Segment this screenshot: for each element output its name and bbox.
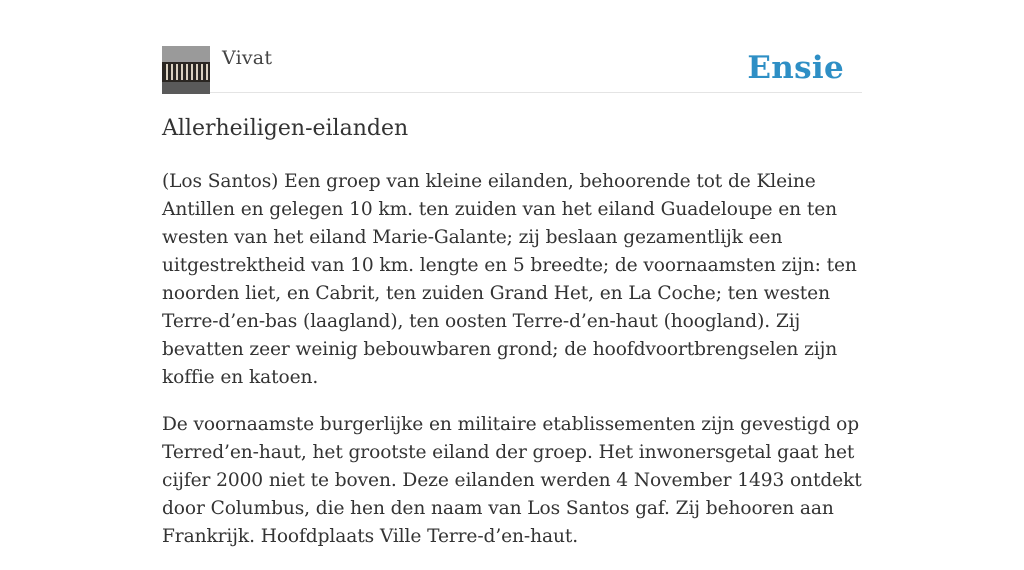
article-title: Allerheiligen-eilanden (162, 116, 409, 141)
article-body (162, 168, 866, 570)
brand-logo[interactable]: Ensie (747, 50, 844, 86)
avatar-image (162, 46, 210, 94)
paragraph-2: De voornaamste burgerlijke en militaire etablissementen zijn gevestigd op Terred’en-haut, het grootste eiland der groep. Het inwonersgetal gaat het cijfer 2000 niet te boven. Deze eilanden werden 4 November 1493 ontdekt door Columbus, die hen den naam van Los Santos gaf. Zij behooren aan Frankrijk. Hoofdplaats Ville Terre-d’en-haut. (162, 414, 862, 547)
avatar[interactable] (162, 46, 210, 94)
paragraph-1: (Los Santos) Een groep van kleine eilanden, behoorende tot de Kleine Antillen en gelegen 10 km. ten zuiden van het eiland Guadeloupe en ten westen van het eiland Marie-Galante; zij beslaan gezamentlijk een uitgestrektheid van 10 km. lengte en 5 breedte; de voornaamsten zijn: ten noorden liet, en Cabrit, ten zuiden Grand Het, en La Coche; ten westen Terre-d’en-bas (laagland), ten oosten Terre-d’en-haut (hoogland). Zij bevatten zeer weinig bebouwbaren grond; de hoofdvoortbrengselen zijn koffie en katoen. (162, 171, 857, 388)
header (162, 46, 862, 93)
author-name[interactable]: Vivat (222, 47, 273, 69)
